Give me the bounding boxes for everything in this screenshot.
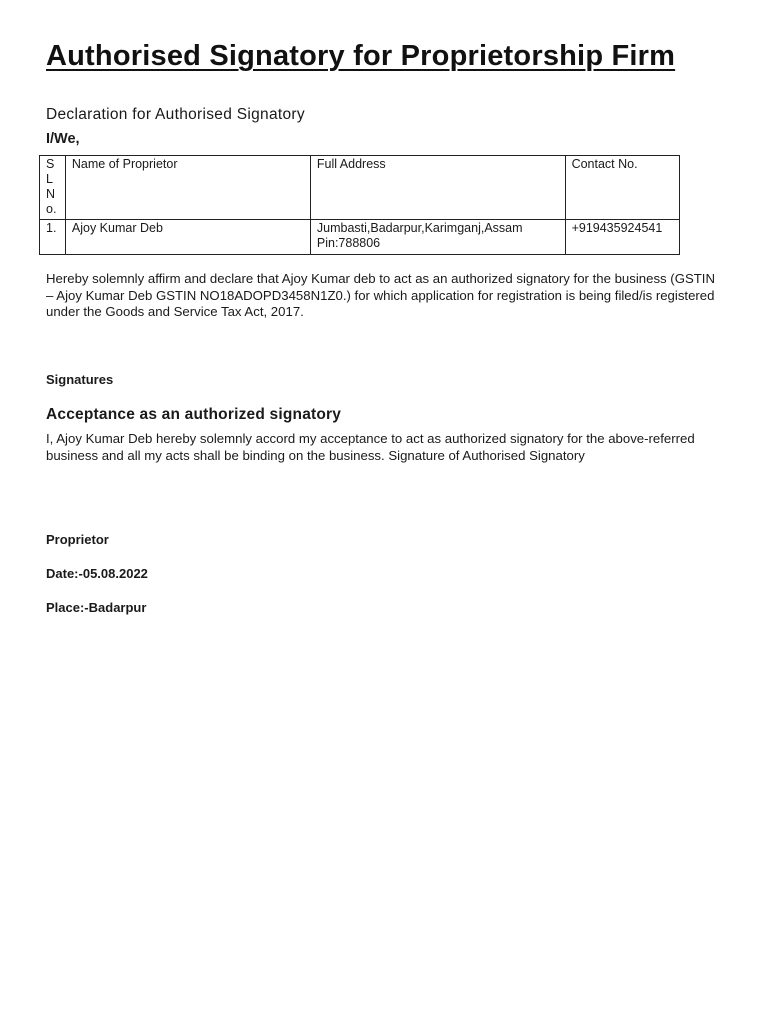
- declaration-text: Hereby solemnly affirm and declare that Ajoy Kumar deb to act as an authorized signatory for the business (GSTIN – Ajoy Kumar Deb GSTIN NO18ADOPD3458N1Z0.) for which application for registration is being filed/is registered under the Goods and Service Tax Act, 2017.: [46, 271, 715, 319]
- header-contact-no: Contact No.: [565, 156, 679, 220]
- place-line: Place:-Badarpur: [46, 600, 147, 615]
- proprietor-table: [39, 155, 680, 255]
- header-name-of-proprietor: Name of Proprietor: [65, 156, 310, 220]
- proprietor-label: Proprietor: [46, 532, 109, 547]
- header-full-address: Full Address: [310, 156, 565, 220]
- acceptance-heading: Acceptance as an authorized signatory: [46, 406, 342, 423]
- declaration-heading: Declaration for Authorised Signatory: [46, 106, 305, 123]
- i-we-label: I/We,: [46, 131, 80, 147]
- signatures-label: Signatures: [46, 372, 114, 387]
- page-title: Authorised Signatory for Proprietorship Firm: [46, 40, 676, 72]
- cell-sl: 1.: [40, 220, 66, 255]
- header-sl-no: SL No.: [40, 156, 66, 220]
- cell-contact: +919435924541: [565, 220, 679, 255]
- cell-name: Ajoy Kumar Deb: [65, 220, 310, 255]
- acceptance-text: I, Ajoy Kumar Deb hereby solemnly accord my acceptance to act as authorized signatory for the above-referred business and all my acts shall be binding on the business. Signature of Authorised Signatory: [46, 431, 695, 463]
- date-line: Date:-05.08.2022: [46, 566, 148, 581]
- table-header-row: [40, 156, 680, 220]
- table-row: [40, 220, 680, 255]
- cell-address: Jumbasti,Badarpur,Karimganj,Assam Pin:788806: [310, 220, 565, 255]
